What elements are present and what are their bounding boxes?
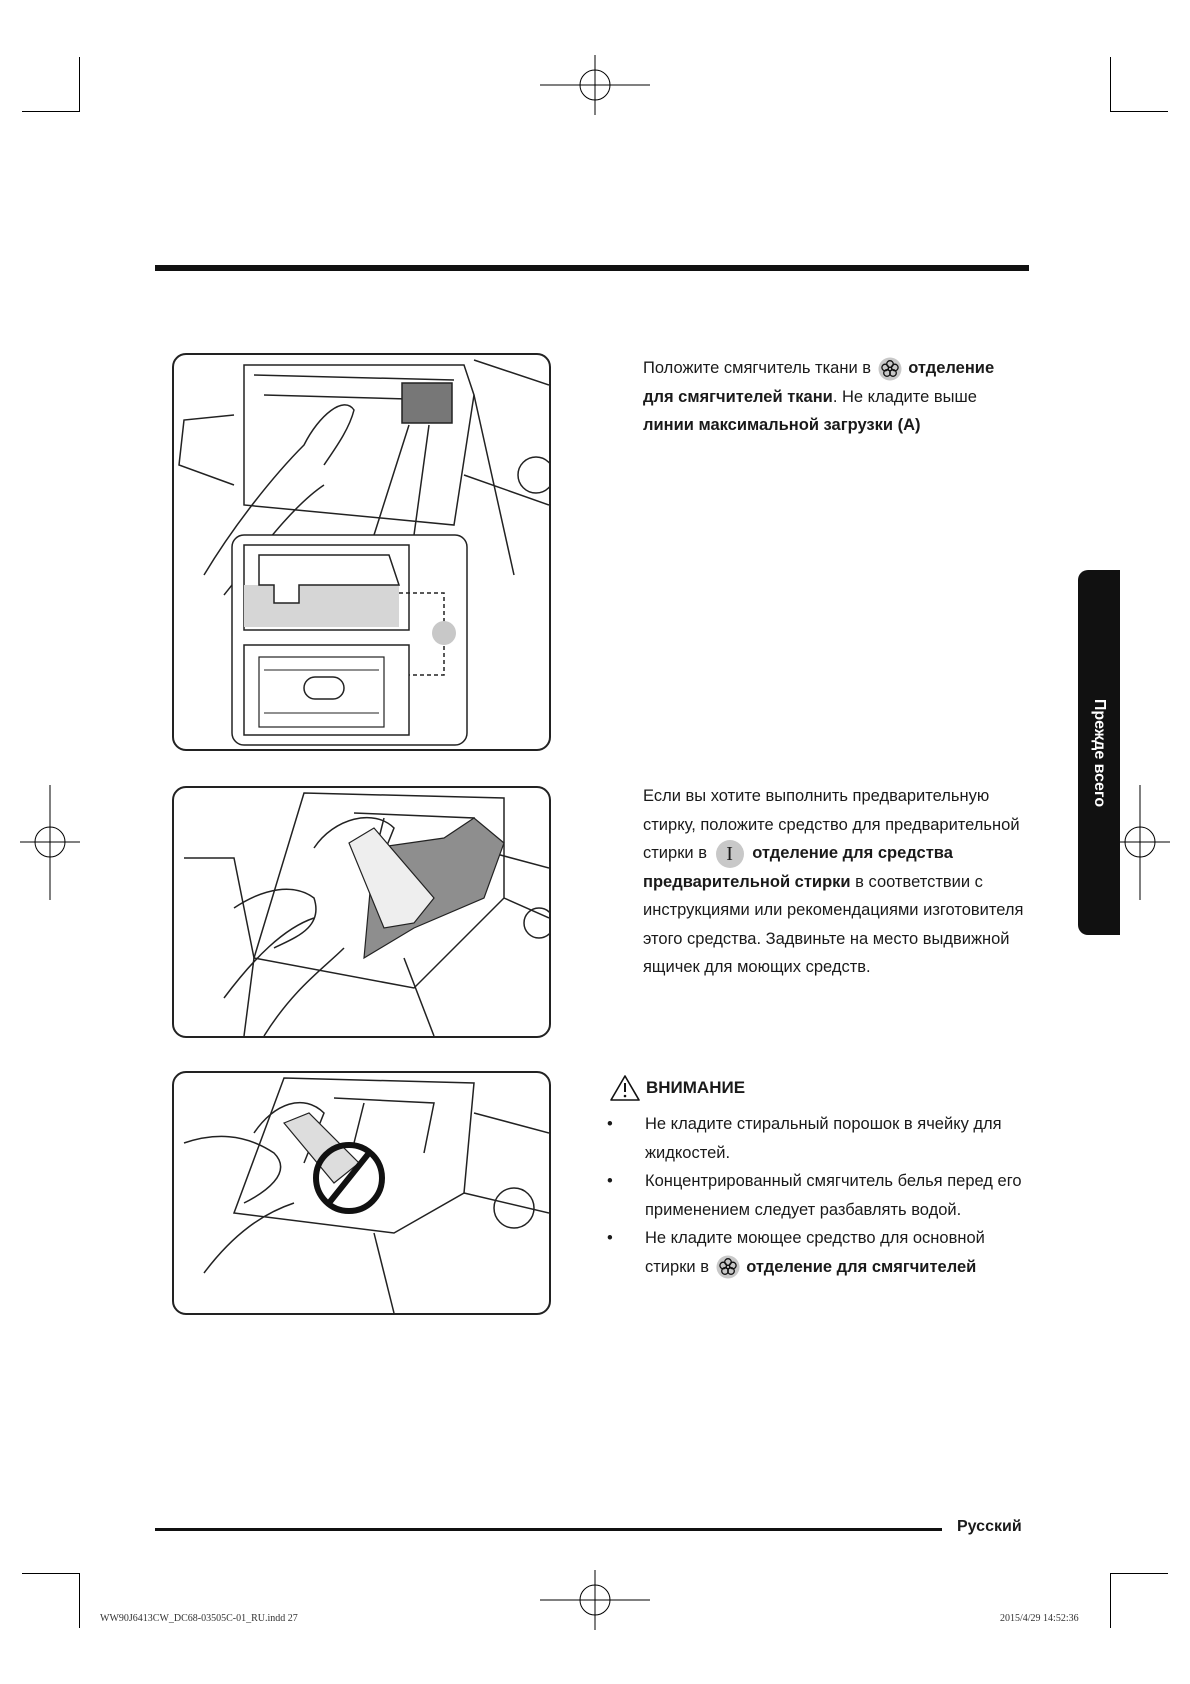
footer-file-name: WW90J6413CW_DC68-03505C-01_RU.indd 27 bbox=[100, 1613, 298, 1624]
language-label: Русский bbox=[957, 1518, 1022, 1535]
flower-softener-icon bbox=[716, 1255, 740, 1279]
header-rule bbox=[155, 265, 1029, 271]
caution-item: • Не кладите моющее средство для основной стирки в отделение для смягчителей bbox=[607, 1224, 1027, 1281]
footer-timestamp: 2015/4/29 14:52:36 bbox=[1000, 1613, 1079, 1624]
softener-instructions: Положите смягчитель ткани в отделение для смягчителей ткани. Не кладите выше линии максимальной загрузки (A) bbox=[643, 354, 1028, 440]
caution-heading: ВНИМАНИЕ bbox=[610, 1075, 745, 1101]
figure-caution-illustration bbox=[172, 1071, 551, 1315]
footer-rule bbox=[155, 1528, 942, 1531]
registration-mark-icon bbox=[540, 55, 650, 115]
prewash-icon: I bbox=[716, 840, 744, 868]
prewash-instructions: Если вы хотите выполнить предварительную стирку, положите средство для предварительной стирки в I отделение для средства предварительной стирки в соответствии с инструкциями или рекомендациями изготовителя этого средства. Задвиньте на место выдвижной ящичек для моющих средств. bbox=[643, 787, 1024, 977]
registration-mark-icon bbox=[20, 785, 80, 900]
caution-list bbox=[607, 1110, 1027, 1281]
figure-softener-illustration bbox=[172, 353, 551, 751]
side-tab-label: Прежде всего bbox=[1091, 698, 1109, 807]
flower-softener-icon bbox=[878, 357, 902, 381]
caution-item: • Не кладите стиральный порошок в ячейку для жидкостей. bbox=[607, 1115, 1002, 1162]
figure-prewash-illustration bbox=[172, 786, 551, 1038]
caution-item: • Концентрированный смягчитель белья перед его применением следует разбавлять водой. bbox=[607, 1172, 1022, 1219]
warning-triangle-icon bbox=[610, 1075, 640, 1101]
registration-mark-icon bbox=[540, 1570, 650, 1630]
section-side-tab bbox=[1078, 570, 1120, 935]
